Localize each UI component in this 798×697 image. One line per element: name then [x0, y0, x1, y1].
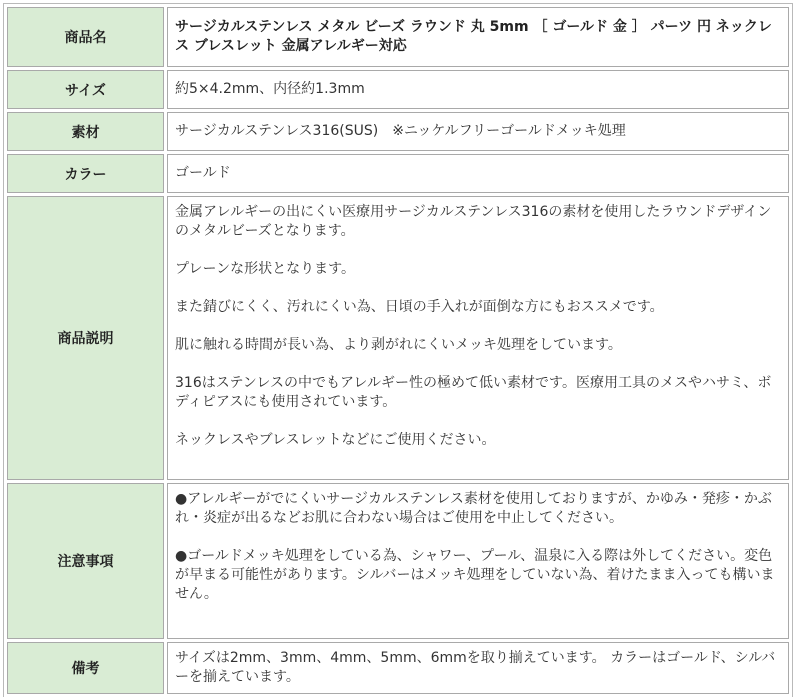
- color-text: ゴールド: [175, 165, 231, 181]
- label-material: 素材: [7, 112, 164, 151]
- label-product-name: 商品名: [7, 7, 164, 67]
- product-name-text: サージカルステンレス メタル ビーズ ラウンド 丸 5mm ［ ゴールド 金 ］ パーツ 円 ネックレス ブレスレット 金属アレルギー対応: [175, 19, 772, 54]
- value-size: [167, 70, 789, 109]
- value-notes: [167, 642, 789, 694]
- row-precautions: [7, 483, 789, 639]
- row-color: [7, 154, 789, 193]
- label-notes: 備考: [7, 642, 164, 694]
- description-paragraph: 肌に触れる時間が長い為、より剥がれにくいメッキ処理をしています。: [175, 337, 622, 353]
- material-text: サージカルステンレス316(SUS) ※ニッケルフリーゴールドメッキ処理: [175, 123, 626, 139]
- value-color: [167, 154, 789, 193]
- value-product-name: [167, 7, 789, 67]
- value-material: [167, 112, 789, 151]
- row-product-name: [7, 7, 789, 67]
- description-paragraph: また錆びにくく、汚れにくい為、日頃の手入れが面倒な方にもおススメです。: [175, 299, 664, 315]
- row-size: [7, 70, 789, 109]
- description-paragraph: 316はステンレスの中でもアレルギー性の極めて低い素材です。医療用工具のメスやハサミ、ボディピアスにも使用されています。: [175, 375, 772, 410]
- row-material: [7, 112, 789, 151]
- row-notes: [7, 642, 789, 694]
- row-description: [7, 196, 789, 480]
- label-precautions: 注意事項: [7, 483, 164, 639]
- product-spec-table: [4, 4, 792, 697]
- size-text: 約5×4.2mm、内径約1.3mm: [175, 81, 365, 97]
- label-color: カラー: [7, 154, 164, 193]
- precaution-paragraph: ●アレルギーがでにくいサージカルステンレス素材を使用しておりますが、かゆみ・発疹・かぶれ・炎症が出るなどお肌に合わない場合はご使用を中止してください。: [175, 491, 772, 526]
- precaution-paragraph: ●ゴールドメッキ処理をしている為、シャワー、プール、温泉に入る際は外してください。変色が早まる可能性があります。シルバーはメッキ処理をしていない為、着けたまま入っても構いません。: [175, 548, 775, 602]
- value-precautions: [167, 483, 789, 639]
- description-paragraph: 金属アレルギーの出にくい医療用サージカルステンレス316の素材を使用したラウンドデザインのメタルビーズとなります。: [175, 204, 772, 239]
- value-description: [167, 196, 789, 480]
- notes-text: サイズは2mm、3mm、4mm、5mm、6mmを取り揃えています。 カラーはゴールド、シルバーを揃えています。: [175, 650, 776, 685]
- description-paragraph: プレーンな形状となります。: [175, 261, 356, 277]
- label-description: 商品説明: [7, 196, 164, 480]
- description-paragraph: ネックレスやブレスレットなどにご使用ください。: [175, 432, 496, 448]
- label-size: サイズ: [7, 70, 164, 109]
